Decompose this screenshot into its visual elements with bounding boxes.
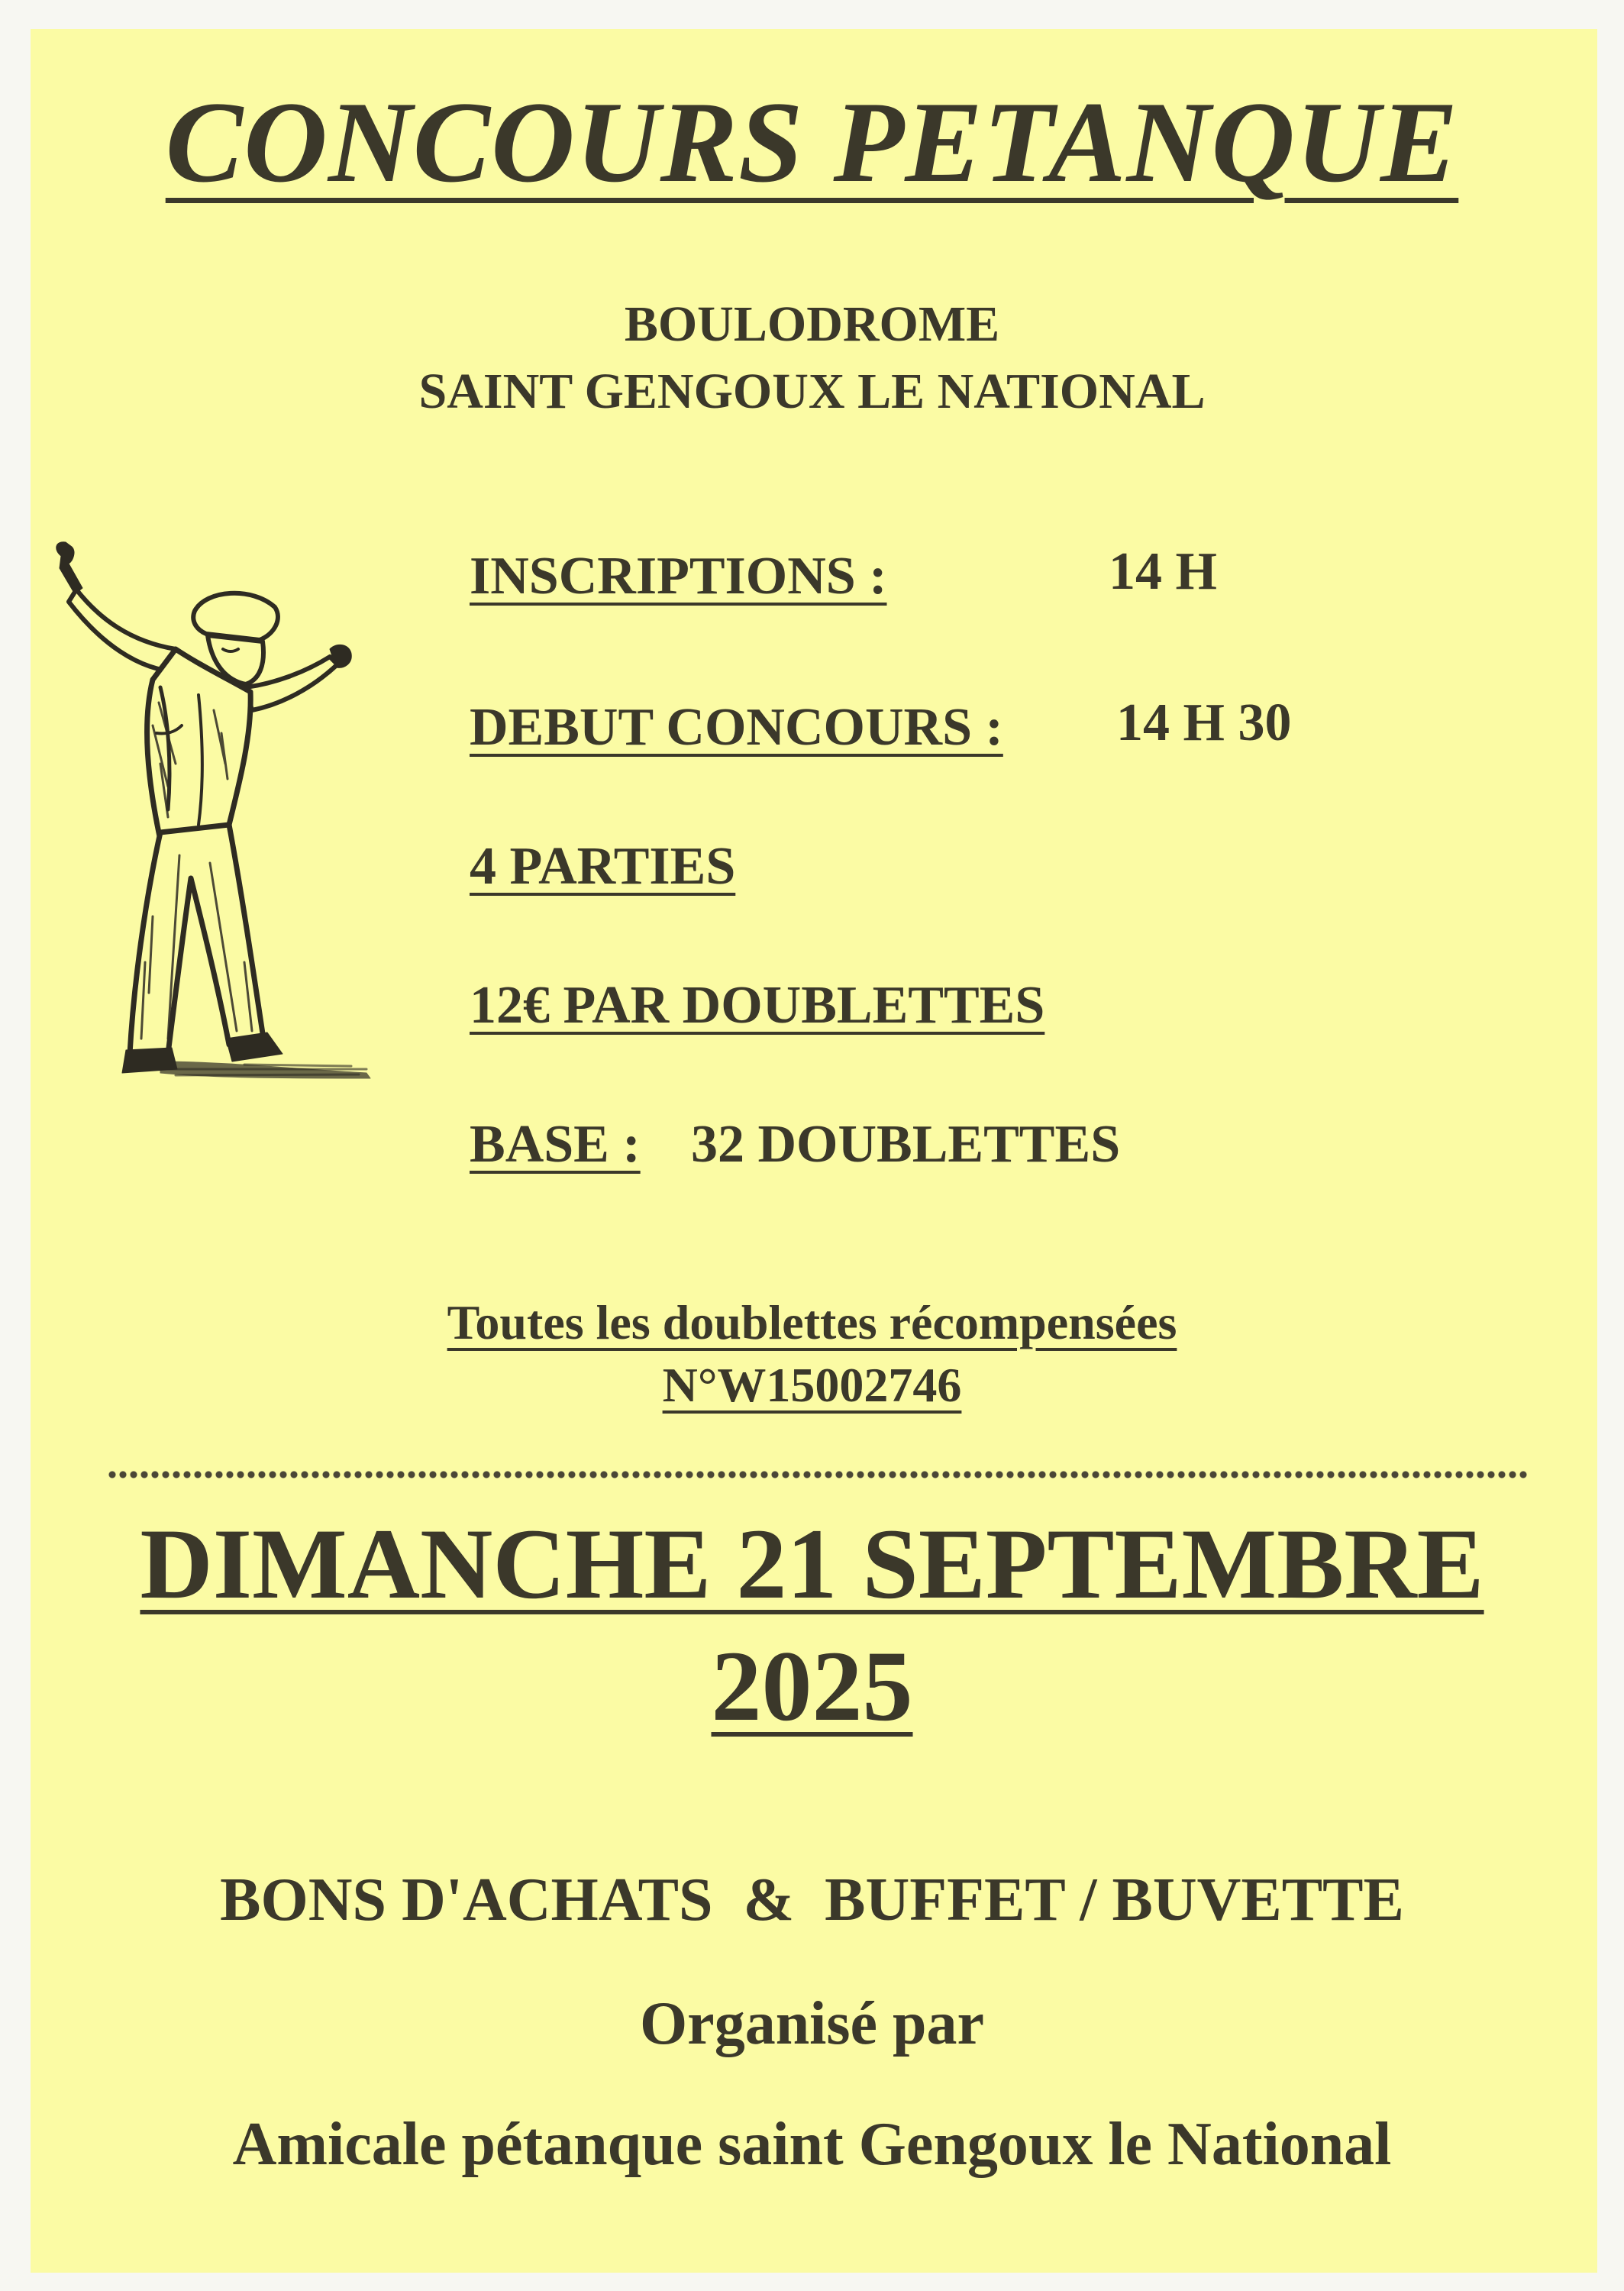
- debut-concours-label: DEBUT CONCOURS :: [470, 698, 1003, 757]
- dotted-divider: [107, 1469, 1529, 1480]
- parties-count: 4 PARTIES: [470, 837, 736, 896]
- venue-line-2: SAINT GENGOUX LE NATIONAL: [418, 364, 1206, 419]
- base-value: 32 DOUBLETTES: [691, 1115, 1121, 1174]
- reward-note: Toutes les doublettes récompensées: [447, 1295, 1177, 1349]
- inscriptions-time: 14 H: [1109, 542, 1217, 601]
- venue-line-1: BOULODROME: [624, 296, 1000, 352]
- inscriptions-label: INSCRIPTIONS :: [470, 547, 887, 606]
- organizer-name: Amicale pétanque saint Gengoux le National: [232, 2111, 1392, 2178]
- petanque-player-illustration: [46, 535, 397, 1115]
- debut-concours-time: 14 H 30: [1116, 693, 1292, 752]
- base-label: BASE :: [470, 1115, 641, 1174]
- organized-by: Organisé par: [639, 1990, 985, 2057]
- extras-line: BONS D'ACHATS & BUFFET / BUVETTE: [220, 1866, 1404, 1934]
- event-date: DIMANCHE 21 SEPTEMBRE: [140, 1507, 1484, 1620]
- poster-title: CONCOURS PETANQUE: [165, 78, 1459, 206]
- event-year: 2025: [711, 1630, 913, 1742]
- price-per-doublette: 12€ PAR DOUBLETTES: [470, 976, 1045, 1035]
- registration-number: N°W15002746: [662, 1358, 962, 1412]
